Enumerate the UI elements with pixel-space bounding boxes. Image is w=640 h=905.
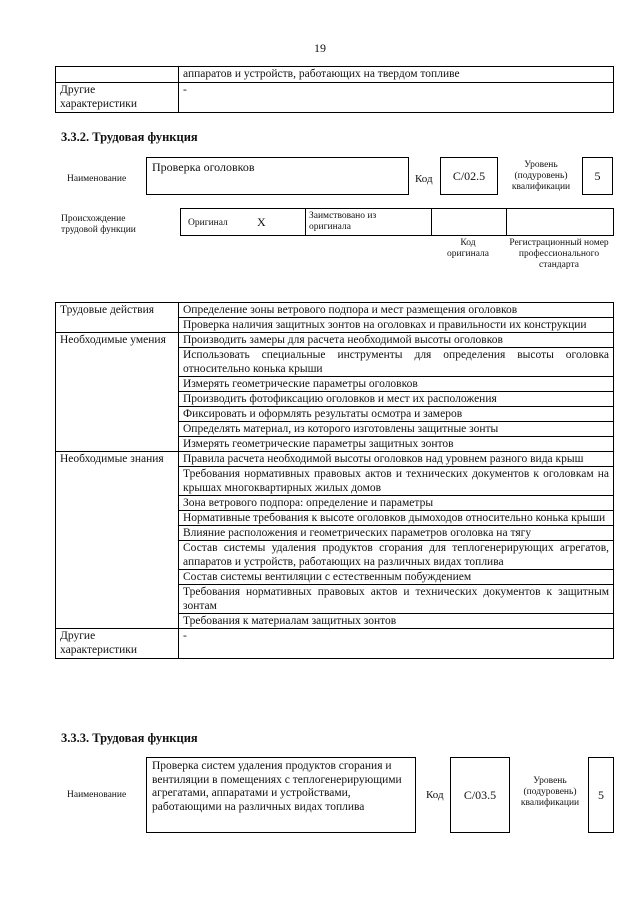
row-item: Требования к материалам защитных зонтов [179, 614, 614, 629]
row-item: Определение зоны ветрового подпора и мест размещения оголовков [179, 303, 614, 318]
table-row [56, 333, 614, 348]
s332-code-original-box [431, 208, 507, 236]
s332-borrowed-box [305, 208, 432, 236]
s332-reg-number-box [506, 208, 614, 236]
row-item: Проверка наличия защитных зонтов на оголовках и правильности их конструкции [179, 318, 614, 333]
row-item: Измерять геометрические параметры защитных зонтов [179, 437, 614, 452]
row-item: Состав системы вентиляции с естественным побуждением [179, 570, 614, 585]
row-group-label: Необходимые умения [56, 333, 179, 452]
s332-code-label: Код [415, 173, 433, 185]
s332-name-label: Наименование [67, 174, 127, 184]
s332-level-value: 5 [594, 169, 601, 183]
s333-name-value: Проверка систем удаления продуктов сгорания и вентиляции в помещениях с теплогенерирующими агрегатами, аппаратами и устройствами, работающими на различных видах топлива [152, 760, 402, 813]
row-item: Влияние расположения и геометрических параметров оголовка на тягу [179, 526, 614, 541]
row-item: - [179, 629, 614, 659]
page-number: 19 [314, 41, 326, 55]
row-item: Зона ветрового подпора: определение и параметры [179, 496, 614, 511]
row-item: Производить замеры для расчета необходимой высоты оголовков [179, 333, 614, 348]
row-item: Использовать специальные инструменты для определения высоты оголовка относительно конька крыши [179, 348, 614, 377]
s332-name-value: Проверка оголовков [152, 160, 255, 174]
s332-original-label: Оригинал [188, 218, 228, 228]
table-row [56, 452, 614, 467]
row-item: Измерять геометрические параметры оголовков [179, 377, 614, 392]
s333-name-label: Наименование [67, 790, 127, 800]
s332-code-original-label: Код оригинала [447, 238, 489, 259]
section-333-heading: 3.3.3. Трудовая функция [61, 731, 198, 745]
row-group-label: Трудовые действия [56, 303, 179, 333]
s332-level-label: Уровень (подуровень) квалификации [511, 160, 571, 192]
s332-original-mark: X [257, 215, 266, 229]
table-row [56, 629, 614, 659]
s332-borrowed-label: Заимствовано из оригинала [309, 211, 377, 232]
section-332-heading: 3.3.2. Трудовая функция [61, 130, 198, 144]
s332-origin-label: Происхождение трудовой функции [61, 214, 136, 235]
s332-code-box [440, 157, 498, 195]
top-table-empty-cell [56, 67, 179, 83]
s332-name-box [146, 157, 409, 195]
row-item: Требования нормативных правовых актов и технических документов к защитным зонтам [179, 585, 614, 614]
top-table-other-label: Другие характеристики [56, 83, 179, 113]
row-item: Производить фотофиксацию оголовков и мест их расположения [179, 392, 614, 407]
top-table-row1-text: аппаратов и устройств, работающих на твердом топливе [179, 67, 614, 83]
s332-level-box [582, 157, 613, 195]
s333-name-box [146, 757, 416, 833]
s332-code-value: C/02.5 [452, 169, 486, 183]
s332-original-box [180, 208, 306, 236]
s333-level-label: Уровень (подуровень) квалификации [520, 776, 580, 808]
row-item: Нормативные требования к высоте оголовков дымоходов относительно конька крыши [179, 511, 614, 526]
row-item: Требования нормативных правовых актов и технических документов к оголовкам на крышах многоквартирных жилых домов [179, 467, 614, 496]
top-table-other-value: - [179, 83, 614, 113]
top-table [55, 66, 614, 113]
row-group-label: Другие характеристики [56, 629, 179, 659]
s333-code-label: Код [426, 789, 444, 801]
row-item: Состав системы удаления продуктов сгорания для теплогенерирующих агрегатов, аппаратов и устройств, работающих на различных видах топлива [179, 541, 614, 570]
s333-level-box [588, 757, 614, 833]
s333-level-value: 5 [598, 788, 604, 802]
s332-reg-number-label: Регистрационный номер профессионального стандарта [509, 238, 609, 270]
s333-code-value: C/03.5 [463, 788, 497, 802]
row-group-label: Необходимые знания [56, 452, 179, 629]
row-item: Фиксировать и оформлять результаты осмотра и замеров [179, 407, 614, 422]
table-row [56, 303, 614, 318]
row-item: Правила расчета необходимой высоты оголовков над уровнем разного вида крыш [179, 452, 614, 467]
s333-code-box [450, 757, 510, 833]
row-item: Определять материал, из которого изготовлены защитные зонты [179, 422, 614, 437]
main-table [55, 302, 614, 659]
